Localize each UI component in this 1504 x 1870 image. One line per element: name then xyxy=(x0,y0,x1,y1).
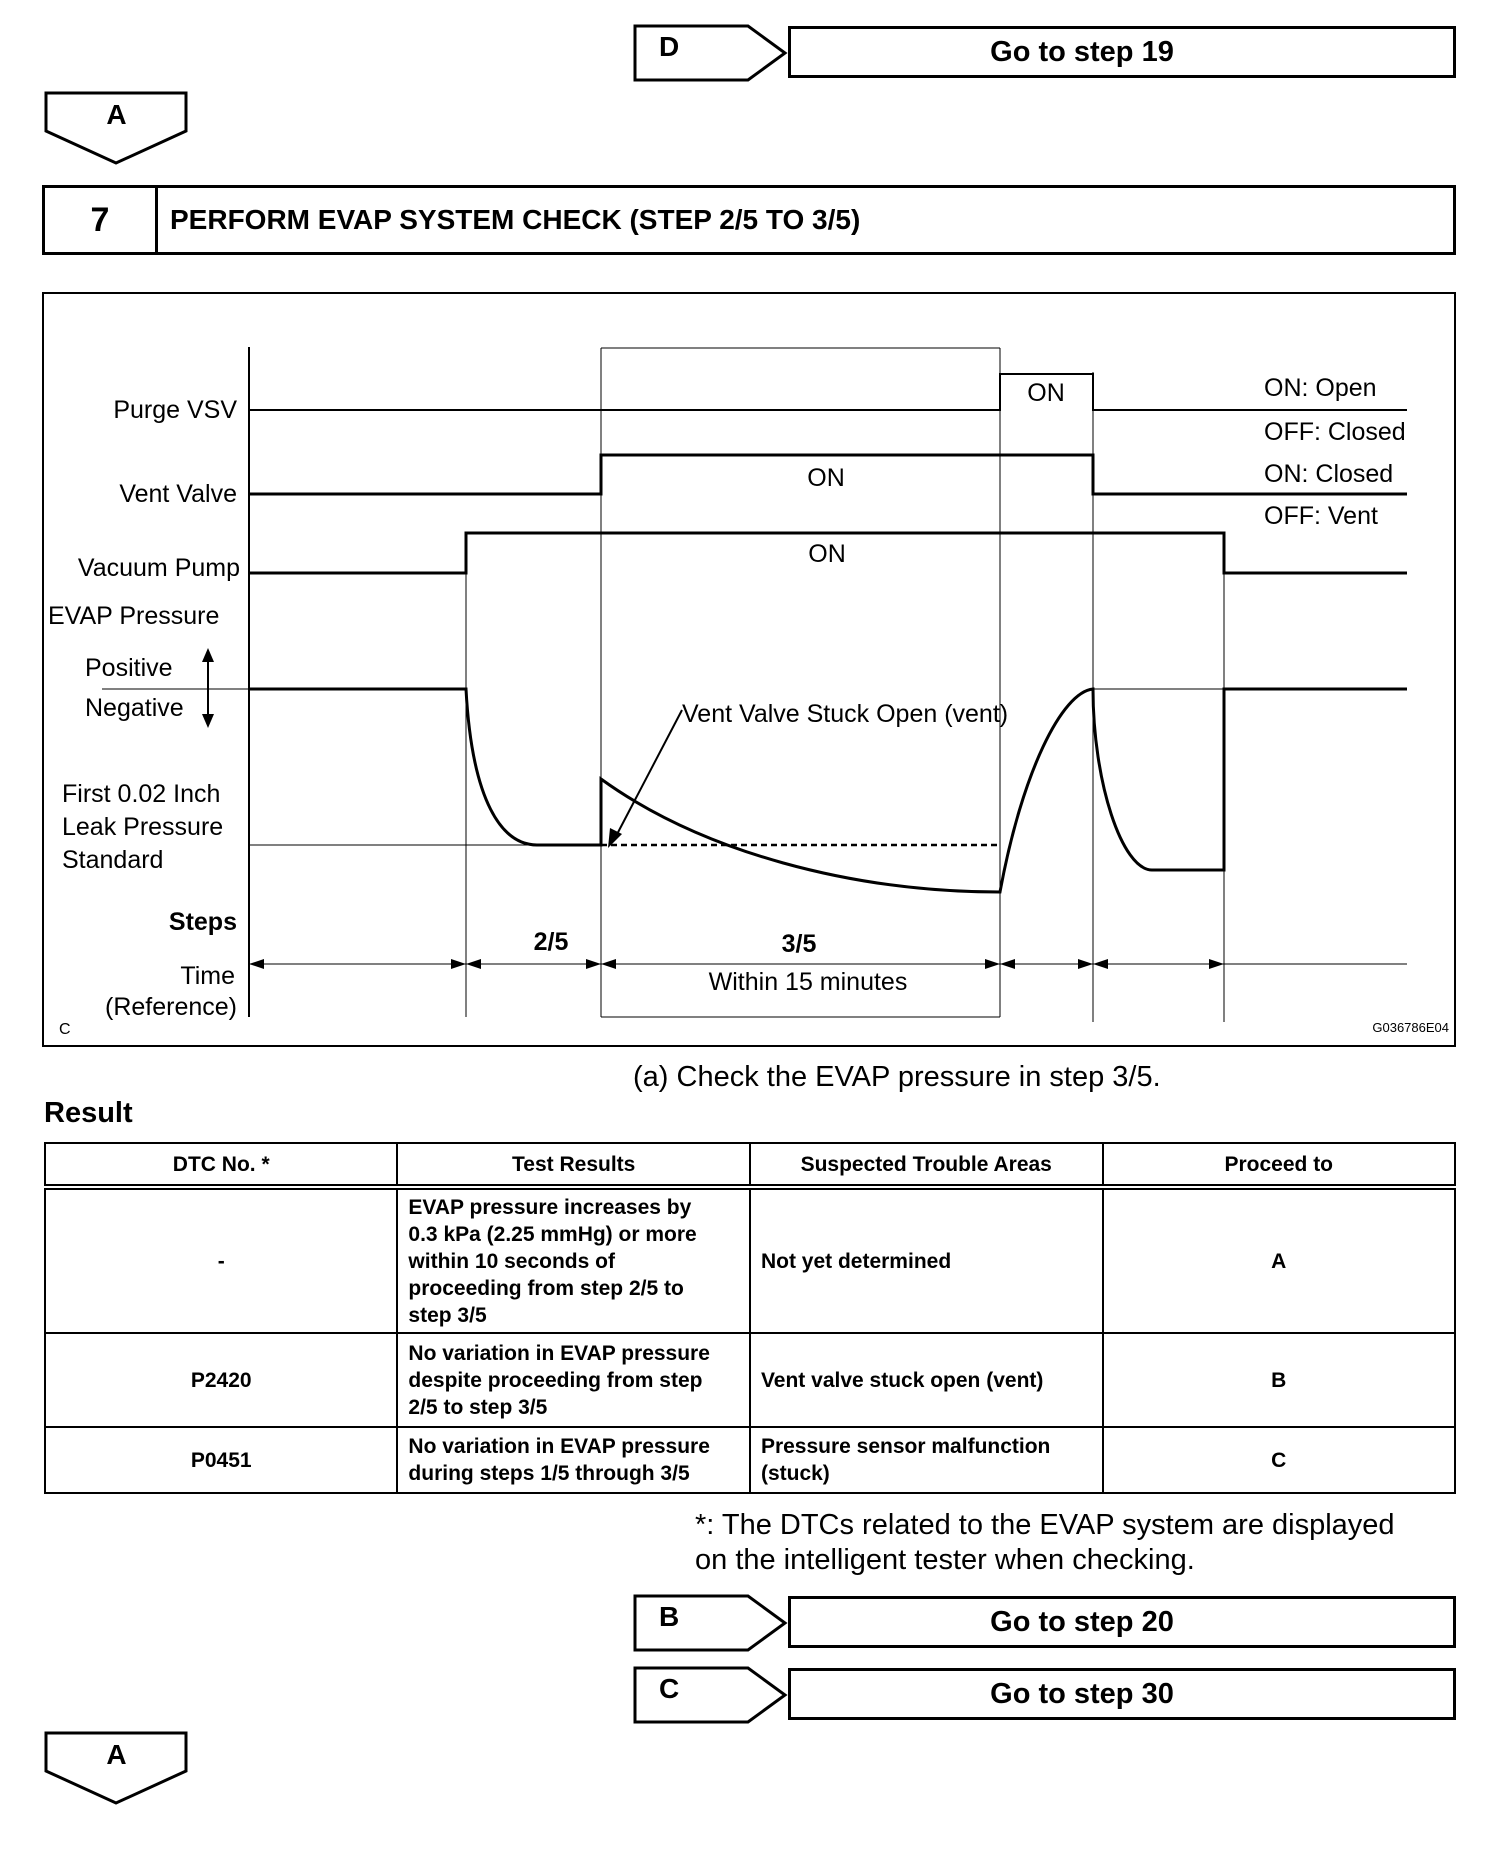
cell-proceed-to: A xyxy=(1103,1187,1456,1333)
step-number: 7 xyxy=(45,188,158,252)
cell-line: during steps 1/5 through 3/5 xyxy=(408,1462,690,1485)
label-steps: Steps xyxy=(168,908,237,936)
cell-line: step 3/5 xyxy=(408,1303,487,1327)
arrow-down-icon xyxy=(202,714,214,728)
go-to-step-20-label: Go to step 20 xyxy=(990,1605,1174,1638)
label-leak-std-1: First 0.02 Inch xyxy=(62,780,221,808)
cell-line: Not yet determined xyxy=(760,1249,952,1273)
cell-line: (stuck) xyxy=(760,1462,830,1485)
label-negative: Negative xyxy=(85,694,184,722)
label-time: Time xyxy=(180,962,235,990)
step-label-2-5: 2/5 xyxy=(533,928,569,956)
legend-purge-off: OFF: Closed xyxy=(1264,418,1406,446)
branch-arrow-shape xyxy=(633,24,788,82)
go-to-step-19-label: Go to step 19 xyxy=(990,35,1174,68)
label-purge-vsv: Purge VSV xyxy=(113,396,237,424)
figure-id: G036786E04 xyxy=(1372,1020,1449,1035)
label-evap-pressure: EVAP Pressure xyxy=(48,602,220,630)
step-title: PERFORM EVAP SYSTEM CHECK (STEP 2/5 TO 3/5) xyxy=(170,204,861,235)
cell-proceed-to: B xyxy=(1103,1333,1456,1427)
instruction-text: (a) Check the EVAP pressure in step 3/5. xyxy=(633,1061,1161,1093)
cell-test-results xyxy=(397,1187,750,1333)
legend-purge-on: ON: Open xyxy=(1264,374,1377,402)
cell-trouble-area xyxy=(750,1427,1103,1493)
cell-line: within 10 seconds of xyxy=(408,1249,615,1273)
label-leak-std-3: Standard xyxy=(62,846,164,874)
time-arrow-icon xyxy=(586,959,601,969)
time-arrow-icon xyxy=(601,959,616,969)
cell-line: No variation in EVAP pressure xyxy=(408,1341,710,1365)
purge-on-label: ON xyxy=(1027,379,1065,407)
branch-a-top xyxy=(44,91,189,165)
go-to-step-19[interactable] xyxy=(788,26,1456,78)
label-vent-valve: Vent Valve xyxy=(119,480,237,508)
header-dtc: DTC No. * xyxy=(45,1143,397,1187)
cell-line: Pressure sensor malfunction xyxy=(760,1435,1051,1458)
result-heading: Result xyxy=(44,1097,133,1129)
cell-line: No variation in EVAP pressure xyxy=(408,1435,710,1458)
label-vacuum-pump: Vacuum Pump xyxy=(77,554,240,582)
cell-test-results xyxy=(397,1427,750,1493)
cell-line: 0.3 kPa (2.25 mmHg) or more xyxy=(408,1222,697,1246)
time-arrow-icon xyxy=(1078,959,1093,969)
footnote-line-1: *: The DTCs related to the EVAP system are displayed xyxy=(695,1509,1395,1541)
figure-corner-mark: C xyxy=(59,1021,71,1038)
within-15-minutes: Within 15 minutes xyxy=(708,968,908,996)
branch-arrow-shape xyxy=(633,1666,788,1724)
cell-dtc: P0451 xyxy=(45,1427,397,1493)
label-leak-std-2: Leak Pressure xyxy=(62,813,224,841)
step-header xyxy=(42,185,1456,255)
time-arrow-icon xyxy=(1209,959,1224,969)
branch-a-top-letter: A xyxy=(106,99,127,130)
header-trouble-areas: Suspected Trouble Areas xyxy=(750,1143,1103,1187)
cell-trouble-area xyxy=(750,1333,1103,1427)
cell-line: despite proceeding from step xyxy=(408,1368,703,1392)
time-arrow-icon xyxy=(985,959,1000,969)
time-arrow-icon xyxy=(451,959,466,969)
table-row xyxy=(45,1187,1455,1333)
label-positive: Positive xyxy=(85,654,173,682)
branch-c-arrow xyxy=(633,1666,788,1724)
vent-on-label: ON xyxy=(807,464,845,492)
time-arrow-icon xyxy=(249,959,264,969)
branch-arrow-shape xyxy=(633,1594,788,1652)
label-time-reference: (Reference) xyxy=(105,993,237,1021)
time-arrow-icon xyxy=(466,959,481,969)
go-to-step-30-label: Go to step 30 xyxy=(990,1677,1174,1710)
time-arrow-icon xyxy=(1000,959,1015,969)
cell-dtc: P2420 xyxy=(45,1333,397,1427)
arrow-up-icon xyxy=(202,648,214,662)
cell-test-results xyxy=(397,1333,750,1427)
table-header-row xyxy=(45,1143,1455,1187)
cell-dtc: - xyxy=(45,1187,397,1333)
branch-a-bottom xyxy=(44,1731,189,1805)
legend-vent-on: ON: Closed xyxy=(1264,460,1394,488)
branch-b-arrow xyxy=(633,1594,788,1652)
header-test-results: Test Results xyxy=(397,1143,750,1187)
cell-proceed-to: C xyxy=(1103,1427,1456,1493)
time-arrow-icon xyxy=(1093,959,1108,969)
branch-a-bottom-letter: A xyxy=(106,1739,127,1770)
step-label-3-5: 3/5 xyxy=(781,930,817,958)
pump-on-label: ON xyxy=(808,540,846,568)
cell-trouble-area xyxy=(750,1187,1103,1333)
footnote-line-2: on the intelligent tester when checking. xyxy=(695,1544,1195,1576)
cell-line: Vent valve stuck open (vent) xyxy=(760,1368,1044,1392)
cell-line: proceeding from step 2/5 to xyxy=(408,1276,684,1300)
result-table xyxy=(44,1142,1456,1494)
branch-c-letter: C xyxy=(659,1673,680,1704)
table-row xyxy=(45,1333,1455,1427)
cell-line: 2/5 to step 3/5 xyxy=(408,1395,548,1419)
table-row xyxy=(45,1427,1455,1493)
purge-vsv-trace xyxy=(249,374,1407,410)
branch-d-arrow xyxy=(633,24,788,82)
branch-b-letter: B xyxy=(659,1601,680,1632)
branch-d-letter: D xyxy=(659,31,680,62)
annotation-stuck-open: Vent Valve Stuck Open (vent) xyxy=(682,700,1009,728)
go-to-step-30[interactable] xyxy=(788,1668,1456,1720)
legend-vent-off: OFF: Vent xyxy=(1264,502,1378,530)
header-proceed-to: Proceed to xyxy=(1103,1143,1456,1187)
cell-line: EVAP pressure increases by xyxy=(408,1195,692,1219)
timing-diagram-svg xyxy=(44,294,1454,1045)
go-to-step-20[interactable] xyxy=(788,1596,1456,1648)
timing-diagram xyxy=(42,292,1456,1047)
